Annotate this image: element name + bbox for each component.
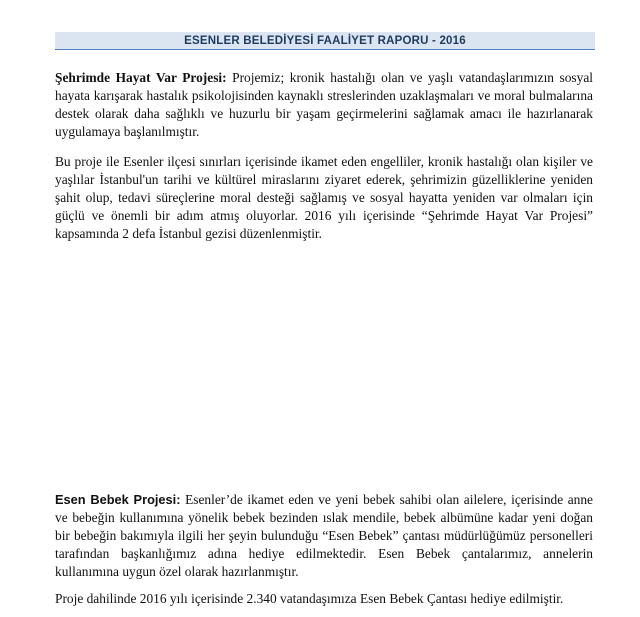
esen-bebek-heading: Esen Bebek Projesi: <box>55 492 181 507</box>
report-title: ESENLER BELEDİYESİ FAALİYET RAPORU - 2016 <box>184 34 466 47</box>
sehrimde-hayat-var-heading: Şehrimde Hayat Var Projesi: <box>55 70 227 85</box>
sehrimde-hayat-var-paragraph <box>55 69 593 141</box>
esen-bebek-paragraph <box>55 491 593 581</box>
report-header <box>55 32 595 50</box>
sehrimde-hayat-var-intro: Projemiz; kronik hastalığı olan ve yaşlı vatandaşlarımızın sosyal hayata karışarak hastalık psikolojisinden kaynaklı streslerinden uzaklaşmaları ve moral bulmalarına destek olarak daha sağlıklı ve huzurlu bir yaşam geçirmelerini sağlamak amacı ile hazırlanarak uygulamaya başlanılmıştır. <box>55 70 594 139</box>
sehrimde-hayat-var-detail: Bu proje ile Esenler ilçesi sınırları içerisinde ikamet eden engelliler, kronik hastalığı olan kişiler ve yaşlılar İstanbul'un tarihi ve kültürel miraslarını ziyaret ederek, şehrimizin güzelliklerine yeniden şahit olup, tedavi süreçlerine moral desteği sağlamış ve sosyal hayatta yeniden var olmaları için güçlü ve önemli bir adım atmış oluyorlar. 2016 yılı içerisinde “Şehrimde Hayat Var Projesi” kapsamında 2 defa İstanbul gezisi düzenlenmiştir. <box>55 154 593 241</box>
esen-bebek-intro: Esenler’de ikamet eden ve yeni bebek sahibi olan ailelere, içerisinde anne ve bebeğin kullanımına yönelik bebek bezinden ıslak mendile, bebek albümüne kadar yeni doğan bir bebeğin bakımıyla ilgili her şeyin bulunduğu “Esen Bebek” çantası müdürlüğümüz personelleri tarafından başkanlığımız adına hediye edilmektedir. Esen Bebek çantalarımız, annelerin kullanımına uygun özel olarak hazırlanmıştır. <box>55 492 593 579</box>
esen-bebek-detail: Proje dahilinde 2016 yılı içerisinde 2.340 vatandaşımıza Esen Bebek Çantası hediye edilmiştir. <box>55 591 564 606</box>
